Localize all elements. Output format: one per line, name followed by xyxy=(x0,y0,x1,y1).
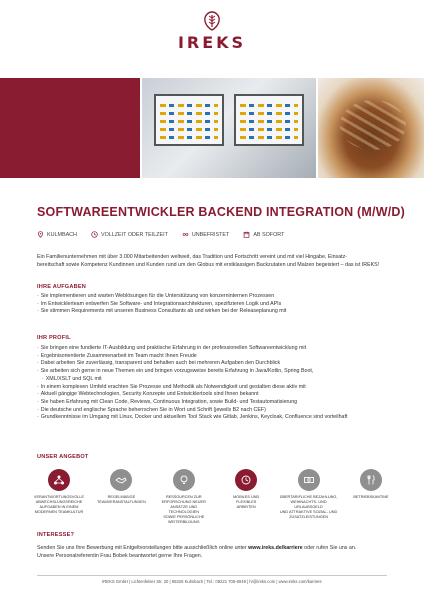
list-item: · Die deutsche und englische Sprache beherrschen Sie in Wort und Schrift (jeweils B2 nach CEF) xyxy=(37,407,397,415)
benefit-text-line: ÜBERTARIFLICHE BEZAHLUNG, xyxy=(279,495,338,499)
contact-line: Unsere Personalreferentin Frau Bobek beantwortet gerne Ihre Fragen. xyxy=(37,552,203,559)
meta-start xyxy=(243,231,284,238)
list-item: · Sie stimmen Requirements mit unseren Business Consultants ab und wirken bei der Releaseplanung mit xyxy=(37,308,397,316)
brand-name: IREKS xyxy=(177,33,247,52)
ireks-logo xyxy=(0,10,424,52)
list-item: · Im Entwicklerteam entwerfen Sie Software- und Integrationsarchitekturen, spezifizieren Logik und APIs xyxy=(37,301,397,309)
contact-text xyxy=(37,545,397,560)
calendar-icon xyxy=(243,231,250,238)
benefits-row xyxy=(30,469,400,525)
benefit-text-line: ANSÄTZE UND TECHNOLOGIEN xyxy=(168,505,199,514)
profile-list xyxy=(37,345,397,422)
list-item: · Dabei arbeiten Sie zuverlässig, transparent und behalten auch bei mehreren Aufgaben den Durchblick xyxy=(37,360,397,368)
benefit-text-line: AUFGABEN IN EINEM xyxy=(39,505,79,509)
meta-contract xyxy=(182,231,229,238)
wheat-emblem-icon xyxy=(202,10,222,32)
list-item: · Sie arbeiten sich gerne in neue Themen ein und bringen vorzugsweise bereits Erfahrung in Java/Kotlin, Spring Boot, xyxy=(37,368,397,376)
tasks-heading: IHRE AUFGABEN xyxy=(37,284,87,290)
people-network-icon xyxy=(48,469,70,491)
benefit-item xyxy=(342,469,400,525)
offer-heading: UNSER ANGEBOT xyxy=(37,454,89,460)
benefit-text-line: WEIHNACHTS- UND URLAUBSGELD xyxy=(290,500,327,509)
benefit-text-line: REGELMÄßIGE xyxy=(107,495,136,499)
benefit-text-line: VERANTWORTUNGSVOLLE xyxy=(33,495,85,499)
footer-address: IREKS GmbH | Lichtenfelser Str. 20 | 95326 Kulmbach | Tel.: 09221 706-6049 | hr@ireks.com | www.ireks.com/karriere xyxy=(102,579,322,584)
profile-heading: IHR PROFIL xyxy=(37,335,71,341)
list-item: · Grundkenntnisse im Umgang mit Linux, Docker und aktuellem Tool Stack wie Gitlab, Jenkins, Keycloak, Confluence sind vorteilhaft xyxy=(37,414,397,422)
hero-color-block xyxy=(0,78,140,178)
benefit-text-line: MODERNEN TEAMKULTUR xyxy=(34,510,84,514)
intro-line: Ein Familienunternehmen mit über 3.000 Mitarbeitenden weltweit, das Tradition und Fortschritt vereint und mit viel Hingabe, Einsatz- xyxy=(37,254,348,260)
meta-start-label: AB SOFORT xyxy=(253,231,285,238)
list-item: · In einem komplexen Umfeld erachten Sie Prozesse und Methodik als Notwendigkeit und gestalten diese aktiv mit xyxy=(37,384,397,392)
clock-icon xyxy=(235,469,257,491)
benefit-item xyxy=(155,469,213,525)
job-title: SOFTWAREENTWICKLER BACKEND INTEGRATION (M/W/D) xyxy=(37,205,405,219)
meta-location-label: KULMBACH xyxy=(47,231,77,238)
location-pin-icon xyxy=(37,231,44,238)
meta-contract-label: UNBEFRISTET xyxy=(191,231,230,238)
meta-worktime xyxy=(91,231,168,238)
benefit-text-line: ABWECHSLUNGSREICHE xyxy=(35,500,83,504)
benefit-text-line: TEAMVERANSTALTUNGEN xyxy=(97,500,146,504)
cutlery-icon xyxy=(360,469,382,491)
list-item: · Ergebnisorientierte Zusammenarbeit im Team macht Ihnen Freude xyxy=(37,353,397,361)
hero-photo-bread xyxy=(316,78,424,178)
intro-line: bereitschaft sowie Kompetenz Kundinnen und Kunden rund um den Globus mit erstklassigen Backzutaten und Malzen begeistert – das ist IREKS! xyxy=(37,261,380,268)
contact-heading: INTERESSE? xyxy=(37,532,75,538)
benefit-text-line: ARBEITEN xyxy=(236,505,256,509)
handshake-icon xyxy=(110,469,132,491)
benefit-item xyxy=(280,469,338,525)
infinity-icon xyxy=(182,231,189,238)
list-item: · Sie haben Erfahrung mit Clean Code, Reviews, Continuous Integration, sowie Build- und Testautomatisierung xyxy=(37,399,397,407)
list-item: · Sie implementieren und warten Weblösungen für die Unterstützung von konzerninternen Prozessen xyxy=(37,293,397,301)
benefit-item xyxy=(30,469,88,525)
hero-photo-control-screens xyxy=(140,78,316,178)
list-item: · XML/XSLT und SQL mit xyxy=(37,376,397,384)
benefit-text-line: BETRIEBSKANTINE xyxy=(353,495,389,499)
benefit-text-line: RESSOURCEN ZUR xyxy=(165,495,202,499)
benefit-item xyxy=(217,469,275,525)
benefit-text-line: FLEXIBLES xyxy=(236,500,257,504)
benefit-item xyxy=(92,469,150,525)
benefit-text-line: UND ATTRAKTIVE SOZIAL- UND xyxy=(279,510,338,514)
contact-line: Senden Sie uns Ihre Bewerbung mit Entgeltvorstellungen bitte ausschließlich online unter www.ireks.de/karriere oder rufen Sie uns an. xyxy=(37,545,357,551)
list-item: · Aktuell gängige Webtechnologien, Security Konzepte und Entwicklertools sind Ihnen bekannt xyxy=(37,391,397,399)
company-intro xyxy=(37,254,392,269)
hero-banner xyxy=(0,78,424,178)
lightbulb-icon xyxy=(173,469,195,491)
meta-location xyxy=(37,231,77,238)
benefit-text-line: ZUSATZLEISTUNGEN xyxy=(289,515,328,519)
benefit-text-line: SOWIE PERSÖNLICHE WEITERBILDUNG xyxy=(163,515,205,524)
list-item: · Sie bringen eine fundierte IT-Ausbildung und praktische Erfahrung in der professionellen Softwareentwicklung mit xyxy=(37,345,397,353)
clock-icon xyxy=(91,231,98,238)
benefit-text-line: ERFORSCHUNG NEUER xyxy=(161,500,206,504)
meta-worktime-label: VOLLZEIT ODER TEILZEIT xyxy=(100,231,168,238)
tasks-list xyxy=(37,293,397,316)
job-meta xyxy=(37,231,284,238)
footer-divider xyxy=(37,575,387,576)
careers-link[interactable]: www.ireks.de/karriere xyxy=(248,545,303,551)
money-icon xyxy=(298,469,320,491)
benefit-text-line: MOBILES UND xyxy=(233,495,260,499)
